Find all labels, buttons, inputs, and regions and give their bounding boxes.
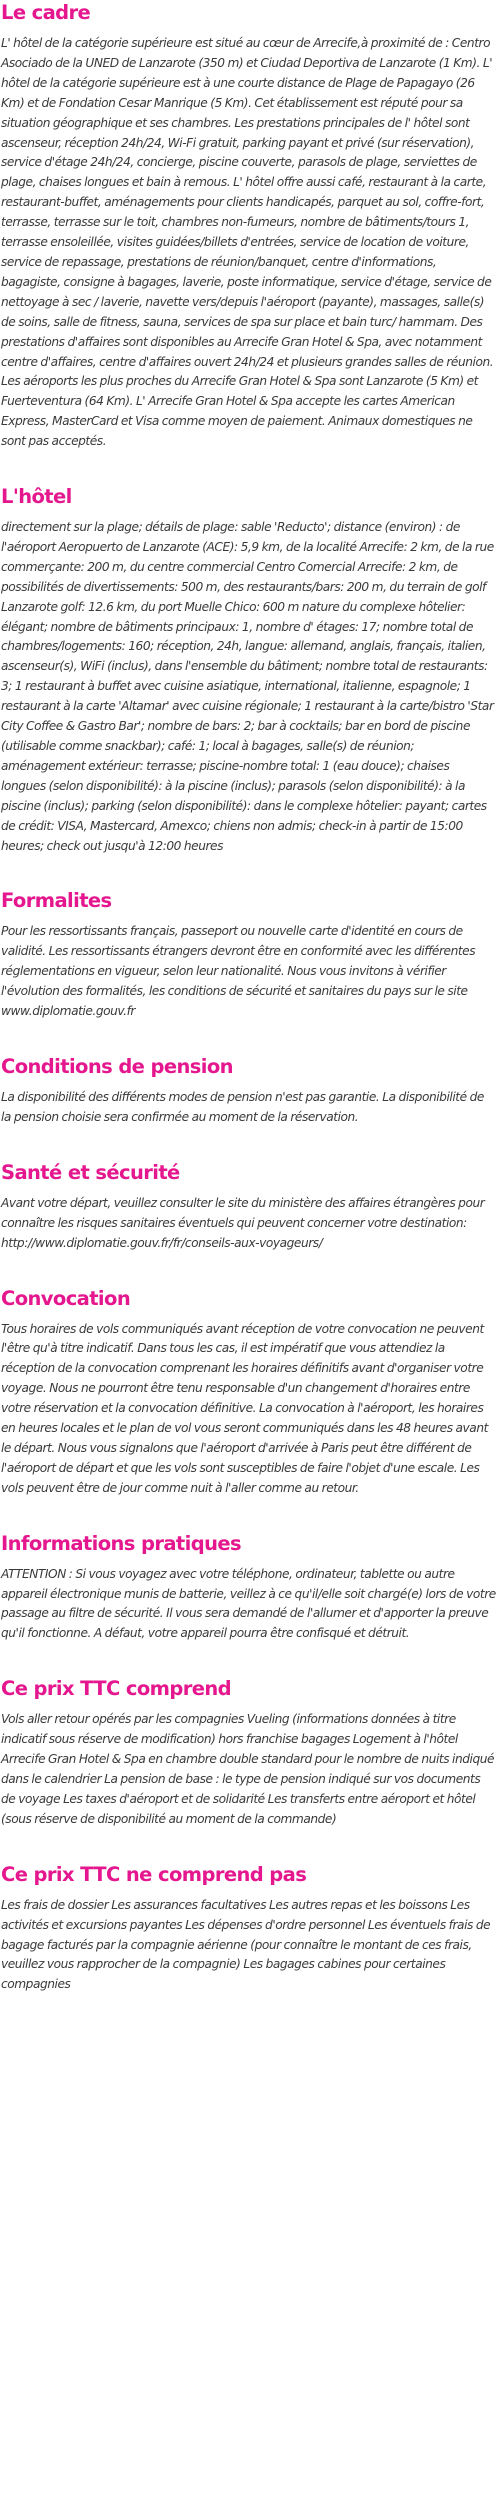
section-title: L'hôtel [1, 485, 72, 509]
section-informations-pratiques [0, 1531, 500, 1645]
section-body: Vols aller retour opérés par les compagnies Vueling (informations données à titre indicatif sous réserve de modification) hors franchise bagages Logement à l'hôtel Arrecife Gran Hotel & Spa en chambre double standard pour le nombre de nuits indiqué dans le calendrier La pension de base : le type de pension indiqué sur vos documents de voyage Les taxes d'aéroport et de solidarité Les transferts entre aéroport et hôtel (sous réserve de disponibilité au moment de la commande) [1, 1712, 495, 1826]
section-title: Ce prix TTC comprend [1, 1677, 232, 1701]
section-body: L' hôtel de la catégorie supérieure est situé au cœur de Arrecife,à proximité de : Centro Asociado de la UNED de Lanzarote (350 m) et Ciudad Deportiva de Lanzarote (1 Km). L' hôtel de la catégorie supérieure est à une courte distance de Plage de Papagayo (26 Km) et de Fondation Cesar Manrique (5 Km). Cet établissement est réputé pour sa situation géographique et ses chambres. Les prestations principales de l' hôtel sont ascenseur, réception 24h/24, Wi-Fi gratuit, parking payant et privé (sur réservation), service d'étage 24h/24, concierge, piscine couverte, parasols de plage, serviettes de plage, chaises longues et bain à remous. L' hôtel offre aussi café, restaurant à la carte, restaurant-buffet, aménagements pour clients handicapés, parquet au sol, coffre-fort, terrasse, terrasse sur le toit, chambres non-fumeurs, nombre de bâtiments/tours 1, terrasse ensoleillée, visites guidées/billets d'entrées, service de location de voiture, service de repassage, prestations de réunion/banquet, centre d'informations, bagagiste, consigne à bagages, laverie, poste informatique, service d'étage, service de nettoyage à sec / laverie, navette vers/depuis l'aéroport (payante), massages, salle(s) de soins, salle de fitness, sauna, services de spa sur place et bain turc/ hammam. Des prestations d'affaires sont disponibles au Arrecife Gran Hotel & Spa, avec notamment centre d'affaires, centre d'affaires ouvert 24h/24 et plusieurs grandes salles de réunion. Les aéroports les plus proches du Arrecife Gran Hotel & Spa sont Lanzarote (5 Km) et Fuerteventura (64 Km). L' Arrecife Gran Hotel & Spa accepte les cartes American Express, MasterCard et Visa comme moyen de paiement. Animaux domestiques ne sont pas acceptés. [1, 36, 494, 449]
section-title: Le cadre [1, 1, 91, 24]
section-l-hotel [0, 484, 500, 856]
section-body: directement sur la plage; détails de plage: sable 'Reducto'; distance (environ) : de l'aéroport Aeropuerto de Lanzarote (ACE): 5,9 km, de la localité Arrecife: 2 km, de la rue commerçante: 200 m, du centre commercial Centro Comercial Arrecife: 2 km, de possibilités de divertissements: 500 m, des restaurants/bars: 200 m, du terrain de golf Lanzarote golf: 12.6 km, du port Muelle Chico: 600 m nature du complexe hôtelier: élégant; nombre de bâtiments principaux: 1, nombre d' étages: 17; nombre total de chambres/logements: 160; réception, 24h, langue: allemand, anglais, français, italien, ascenseur(s), WiFi (inclus), dans l'ensemble du bâtiment; nombre total de restaurants: 3; 1 restaurant à buffet avec cuisine asiatique, international, italienne, espagnole; 1 restaurant à la carte 'Altamar' avec cuisine régionale; 1 restaurant à la carte/bistro 'Star City Coffee & Gastro Bar'; nombre de bars: 2; bar à cocktails; bar en bord de piscine (utilisable comme snackbar); café: 1; local à bagages, salle(s) de réunion; aménagement extérieur: terrasse; piscine-nombre total: 1 (eau douce); chaises longues (selon disponibilité): à la piscine (inclus); parasols (selon disponibilité): à la piscine (inclus); parking (selon disponibilité): dans le complexe hôtelier: payant; cartes de crédit: VISA, Mastercard, Amexco; chiens non admis; check-in à partir de 15:00 heures; check out jusqu'à 12:00 heures [1, 520, 494, 853]
section-prix-comprend [0, 1676, 500, 1829]
section-body: Les frais de dossier Les assurances facultatives Les autres repas et les boissons Les activités et excursions payantes Les dépenses d'ordre personnel Les éventuels frais de bagage facturés par la compagnie aérienne (pour connaître le montant de ces frais, veuillez vous rapprocher de la compagnie) Les bagages cabines pour certaines compagnies [1, 1897, 491, 1992]
section-body: La disponibilité des différents modes de pension n'est pas garantie. La disponibilité de la pension choisie sera confirmée au moment de la réservation. [1, 1089, 484, 1124]
section-convocation [0, 1286, 500, 1499]
section-body: Pour les ressortissants français, passeport ou nouvelle carte d'identité en cours de validité. Les ressortissants étrangers devront être en conformité avec les différentes réglementations en vigueur, selon leur nationalité. Nous vous invitons à vérifier l'évolution des formalités, les conditions de sécurité et sanitaires du pays sur le site www.diplomatie.gouv.fr [1, 924, 476, 1019]
section-title: Formalites [1, 889, 112, 913]
section-title: Ce prix TTC ne comprend pas [1, 1862, 307, 1886]
section-sante-et-securite [0, 1160, 500, 1254]
section-title: Conditions de pension [1, 1054, 233, 1078]
section-title: Informations pratiques [1, 1531, 242, 1555]
section-body: Avant votre départ, veuillez consulter le site du ministère des affaires étrangères pour connaître les risques sanitaires éventuels qui peuvent concerner votre destination: http://www.diplomatie.gouv.fr/fr/conseils-aux-voyageurs/ [1, 1195, 485, 1250]
section-formalites [0, 888, 500, 1022]
section-title: Convocation [1, 1286, 131, 1310]
section-conditions-de-pension [0, 1054, 500, 1128]
section-title: Santé et sécurité [1, 1160, 180, 1184]
section-le-cadre [0, 0, 500, 452]
section-body: ATTENTION : Si vous voyagez avec votre téléphone, ordinateur, tablette ou autre appareil électronique munis de batterie, veillez à ce qu'il/elle soit chargé(e) lors de votre passage au filtre de sécurité. Il vous sera demandé de l'allumer et d'apporter la preuve qu'il fonctionne. A défaut, votre appareil pourra être confisqué et détruit. [1, 1566, 496, 1641]
section-prix-ne-comprend-pas [0, 1862, 500, 1996]
section-body: Tous horaires de vols communiqués avant réception de votre convocation ne peuvent l'être qu'à titre indicatif. Dans tous les cas, il est impératif que vous attendiez la réception de la convocation comprenant les horaires définitifs avant d'organiser votre voyage. Nous ne pourront être tenu responsable d'un changement d'horaires entre votre réservation et la convocation définitive. La convocation à l'aéroport, les horaires en heures locales et le plan de vol vous seront communiqués dans les 48 heures avant le départ. Nous vous signalons que l'aéroport d'arrivée à Paris peut être différent de l'aéroport de départ et que les vols sont susceptibles de faire l'objet d'une escale. Les vols peuvent être de jour comme nuit à l'aller comme au retour. [1, 1321, 488, 1495]
